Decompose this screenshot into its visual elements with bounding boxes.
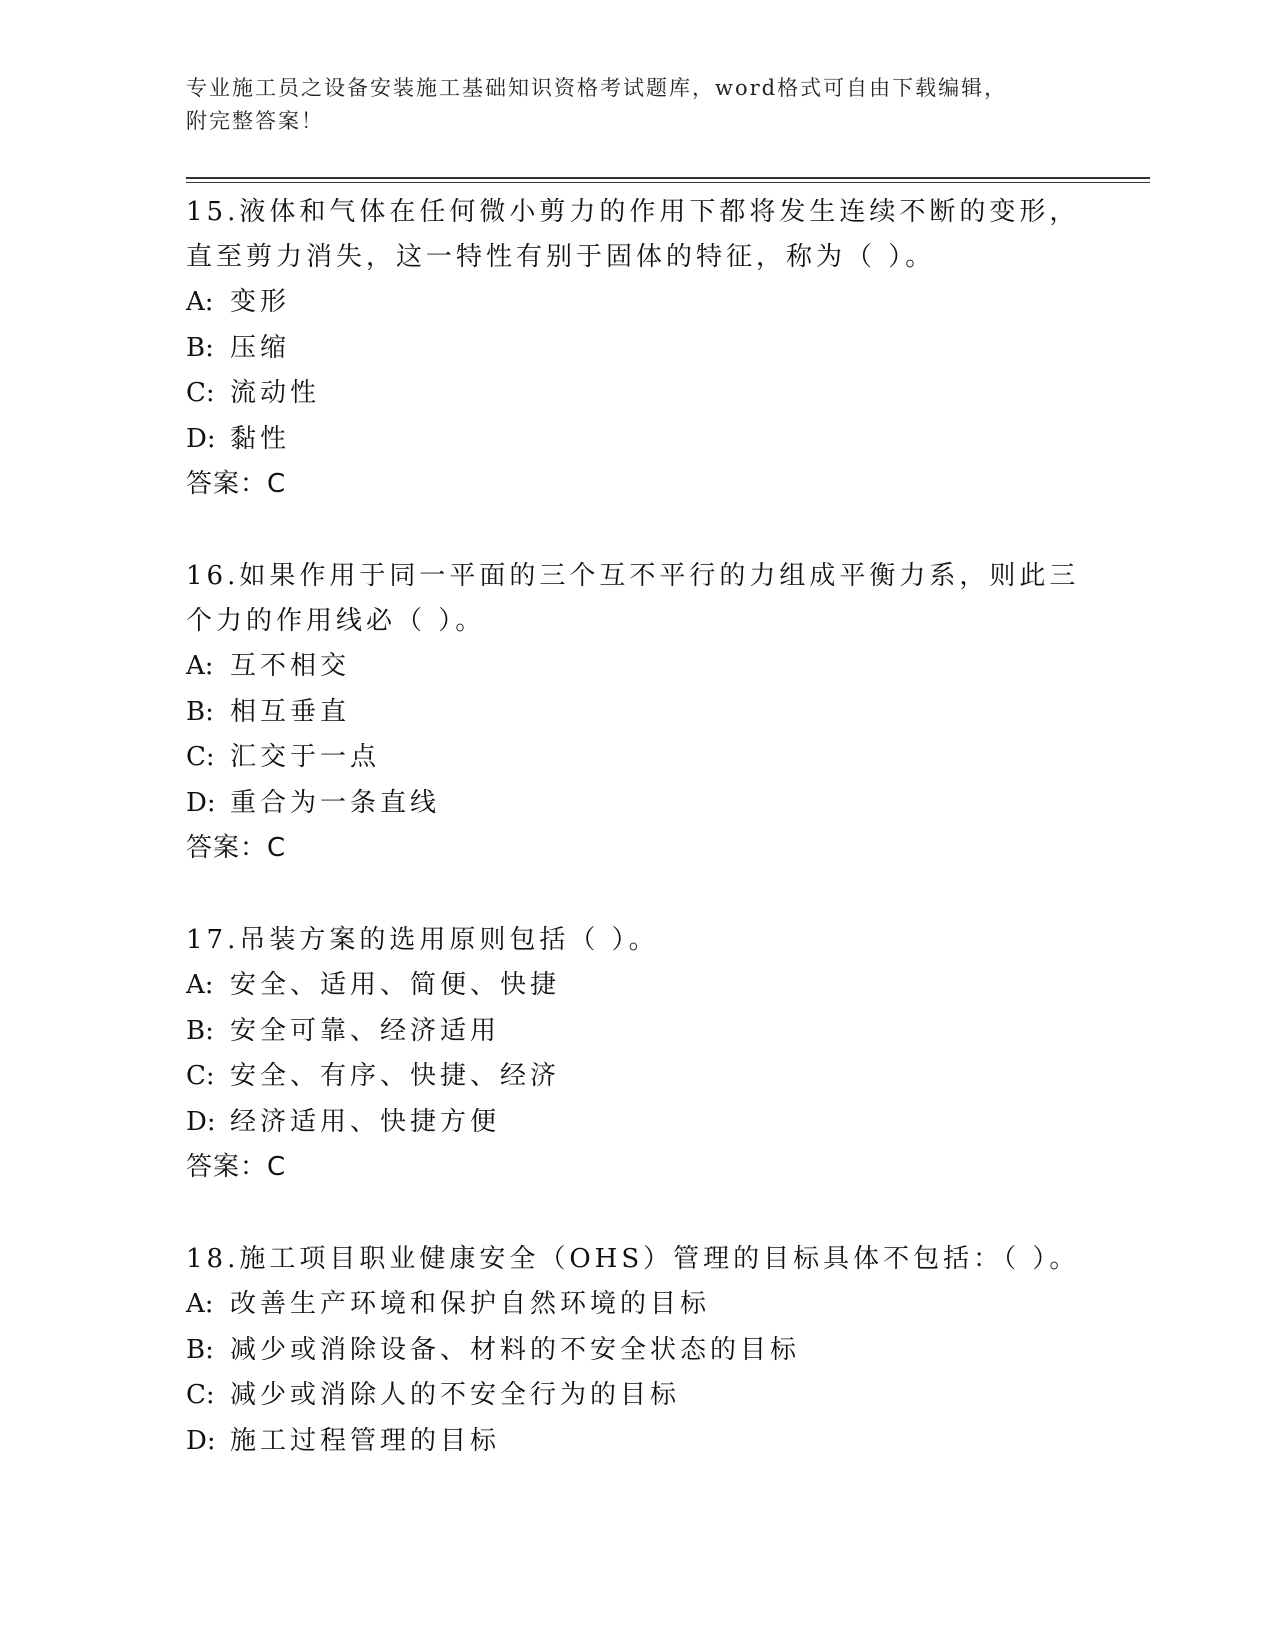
option-key: C: [186, 1380, 215, 1410]
header-divider-thin [186, 182, 1150, 183]
option-text: 经济适用、快捷方便 [230, 1106, 501, 1137]
answer-line: 答案：C [186, 469, 287, 499]
option-key: A: [186, 287, 214, 317]
option-key: A: [186, 970, 214, 1000]
answer-line: 答案：C [186, 1152, 287, 1182]
option-key: D: [186, 423, 216, 454]
option-text: 减少或消除设备、材料的不安全状态的目标 [230, 1334, 801, 1365]
option-text: 相互垂直 [230, 696, 351, 727]
option-key: A: [186, 651, 214, 681]
option-b [186, 690, 1086, 736]
option-text: 减少或消除人的不安全行为的目标 [230, 1380, 681, 1410]
document-header [186, 72, 1086, 138]
option-text: 流动性 [230, 378, 321, 408]
option-c [186, 1054, 1086, 1100]
option-key: B: [186, 696, 214, 727]
question-stem: 16.如果作用于同一平面的三个互不平行的力组成平衡力系，则此三个力的作用线必（ ）。 [186, 561, 1080, 636]
option-key: A: [186, 1289, 214, 1319]
option-key: D: [186, 1106, 216, 1137]
option-text: 安全、有序、快捷、经济 [230, 1061, 561, 1091]
option-b [186, 326, 1086, 372]
option-b [186, 1009, 1086, 1055]
header-line-1: 专业施工员之设备安装施工基础知识资格考试题库，word格式可自由下载编辑， [186, 76, 1008, 100]
option-a [186, 1282, 1086, 1328]
question-list [186, 190, 1086, 1464]
question-stem: 15.液体和气体在任何微小剪力的作用下都将发生连续不断的变形，直至剪力消失，这一特性有别于固体的特征，称为（ ）。 [186, 197, 1080, 272]
header-line-2: 附完整答案！ [186, 109, 324, 133]
option-text: 变形 [230, 287, 291, 317]
option-key: D: [186, 787, 216, 818]
option-a [186, 280, 1086, 326]
option-c [186, 1373, 1086, 1419]
option-key: B: [186, 1334, 214, 1365]
question-16 [186, 554, 1086, 871]
option-a [186, 644, 1086, 690]
option-key: C: [186, 742, 215, 772]
option-key: B: [186, 1015, 214, 1046]
question-17 [186, 918, 1086, 1190]
question-18 [186, 1237, 1086, 1464]
option-text: 压缩 [230, 332, 291, 363]
option-text: 黏性 [230, 423, 291, 454]
option-c [186, 735, 1086, 781]
answer-line: 答案：C [186, 833, 287, 863]
option-text: 安全、适用、简便、快捷 [230, 970, 561, 1000]
option-text: 安全可靠、经济适用 [230, 1015, 501, 1046]
option-text: 施工过程管理的目标 [230, 1425, 501, 1456]
option-key: B: [186, 332, 214, 363]
option-key: C: [186, 1061, 215, 1091]
option-b [186, 1328, 1086, 1374]
option-text: 互不相交 [230, 651, 351, 681]
option-d [186, 781, 1086, 827]
question-15 [186, 190, 1086, 507]
question-stem: 18.施工项目职业健康安全（OHS）管理的目标具体不包括：（ ）。 [186, 1244, 1080, 1274]
option-a [186, 963, 1086, 1009]
option-d [186, 1419, 1086, 1465]
option-d [186, 1100, 1086, 1146]
header-divider-thick [186, 177, 1150, 179]
option-text: 改善生产环境和保护自然环境的目标 [230, 1289, 711, 1319]
option-d [186, 417, 1086, 463]
option-key: D: [186, 1425, 216, 1456]
option-key: C: [186, 378, 215, 408]
option-text: 重合为一条直线 [230, 787, 441, 818]
option-text: 汇交于一点 [230, 742, 381, 772]
option-c [186, 371, 1086, 417]
question-stem: 17.吊装方案的选用原则包括（ ）。 [186, 925, 659, 955]
